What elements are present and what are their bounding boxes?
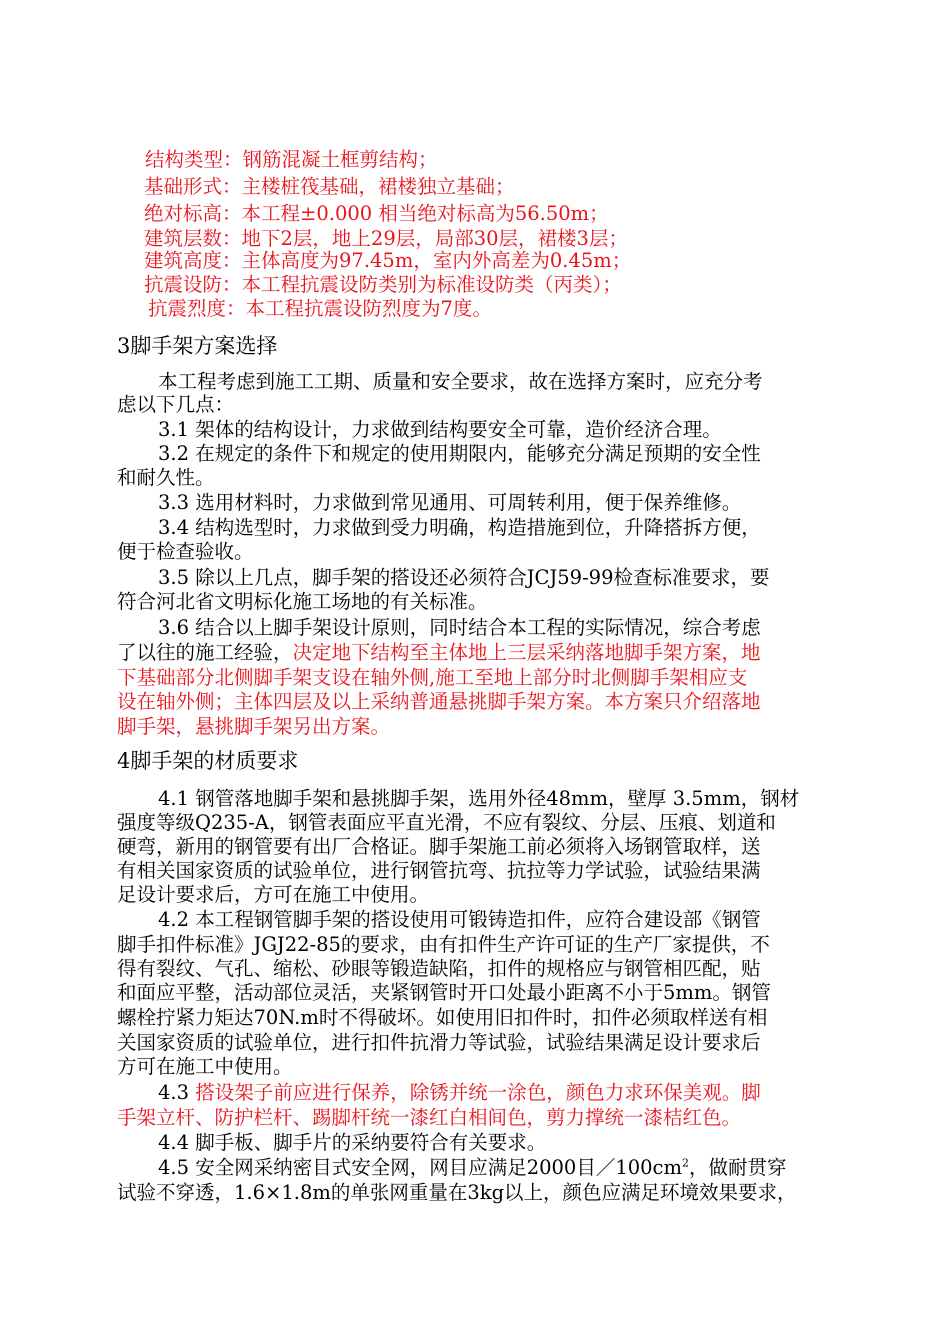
section3-heading: 3脚手架方案选择	[117, 334, 278, 358]
info-floors: 建筑层数：地下2层，地上29层，局部30层，裙楼3层；	[144, 227, 628, 250]
paragraph-3-6-line2-highlight: 决定地下结构至主体地上三层采纳落地脚手架方案，地	[292, 641, 761, 664]
paragraph-3-5-line2: 符合河北省文明标化施工场地的有关标准。	[117, 590, 488, 613]
paragraph-4-5-text-b: ，做耐贯穿	[688, 1156, 787, 1179]
paragraph-4-2-line6: 关国家资质的试验单位，进行扣件抗滑力等试验，试验结果满足设计要求后	[117, 1031, 761, 1054]
section3-intro-line2: 虑以下几点：	[117, 393, 235, 416]
paragraph-3-2-line2: 和耐久性。	[117, 466, 215, 489]
paragraph-4-4: 4.4 脚手板、脚手片的采纳要符合有关要求。	[158, 1131, 547, 1154]
paragraph-4-2-line3: 得有裂纹、气孔、缩松、砂眼等锻造缺陷，扣件的规格应与钢管相匹配，贴	[117, 957, 761, 980]
paragraph-4-2-line5: 螺栓拧紧力矩达70N.m时不得破坏。如使用旧扣件时，扣件必须取样送有相	[117, 1006, 768, 1029]
paragraph-3-6-line1: 3.6 结合以上脚手架设计原则，同时结合本工程的实际情况，综合考虑	[158, 616, 761, 639]
paragraph-4-5-line2: 试验不穿透，1.6×1.8m的单张网重量在3kg以上，颜色应满足环境效果要求，	[117, 1181, 797, 1204]
paragraph-4-5-line1	[158, 1155, 786, 1181]
paragraph-4-2-line4: 和面应平整，活动部位灵活，夹紧钢管时开口处最小距离不小于5mm。钢管	[117, 981, 771, 1004]
paragraph-3-6-line5: 脚手架，悬挑脚手架另出方案。	[117, 715, 391, 738]
paragraph-4-5-text-a: 4.5 安全网采纳密目式安全网，网目应满足2000目／100cm	[158, 1156, 682, 1179]
paragraph-3-4-line2: 便于检查验收。	[117, 540, 254, 563]
info-elevation: 绝对标高：本工程±0.000 相当绝对标高为56.50m；	[144, 202, 609, 225]
paragraph-4-1-line2: 强度等级Q235-A，钢管表面应平直光滑，不应有裂纹、分层、压痕、划道和	[117, 811, 776, 834]
info-structure-type: 结构类型：钢筋混凝土框剪结构；	[145, 148, 438, 171]
paragraph-3-6-line4: 设在轴外侧；主体四层及以上采纳普通悬挑脚手架方案。本方案只介绍落地	[117, 690, 761, 713]
section3-intro-line1: 本工程考虑到施工工期、质量和安全要求，故在选择方案时，应充分考	[158, 370, 763, 393]
paragraph-3-6-line2	[117, 640, 761, 666]
paragraph-4-3-highlight: 搭设架子前应进行保养，除锈并统一涂色，颜色力求环保美观。脚	[195, 1081, 761, 1104]
paragraph-3-5-line1: 3.5 除以上几点，脚手架的搭设还必须符合JCJ59-99检查标准要求，要	[158, 566, 770, 589]
info-foundation: 基础形式：主楼桩筏基础，裙楼独立基础；	[144, 175, 515, 198]
paragraph-4-1-line3: 硬弯，新用的钢管要有出厂合格证。脚手架施工前必须将入场钢管取样，送	[117, 835, 761, 858]
info-seismic-intensity: 抗震烈度：本工程抗震设防烈度为7度。	[148, 297, 492, 320]
paragraph-3-6-line2-plain: 了以往的施工经验，	[117, 641, 293, 664]
paragraph-4-2-line1: 4.2 本工程钢管脚手架的搭设使用可锻铸造扣件，应符合建设部《钢管	[158, 908, 761, 931]
paragraph-3-1: 3.1 架体的结构设计，力求做到结构要安全可靠，造价经济合理。	[158, 418, 722, 441]
paragraph-4-1-line5: 足设计要求后，方可在施工中使用。	[117, 883, 430, 906]
info-height: 建筑高度：主体高度为97.45m，室内外高差为0.45m；	[144, 249, 632, 272]
paragraph-4-3-number: 4.3	[158, 1081, 196, 1104]
paragraph-4-3-line2: 手架立杆、防护栏杆、踢脚杆统一漆红白相间色，剪力撑统一漆桔红色。	[117, 1106, 742, 1129]
paragraph-4-2-line2: 脚手扣件标准》JGJ22-85的要求，由有扣件生产许可证的生产厂家提供，不	[117, 933, 770, 956]
paragraph-3-2-line1: 3.2 在规定的条件下和规定的使用期限内，能够充分满足预期的安全性	[158, 442, 761, 465]
paragraph-4-1-line4: 有相关国家资质的试验单位，进行钢管抗弯、抗拉等力学试验，试验结果满	[117, 859, 761, 882]
info-seismic-class: 抗震设防：本工程抗震设防类别为标准设防类（丙类）；	[144, 273, 622, 296]
paragraph-4-1-line1: 4.1 钢管落地脚手架和悬挑脚手架，选用外径48mm，壁厚 3.5mm，钢材	[158, 787, 800, 810]
section4-heading: 4脚手架的材质要求	[117, 749, 299, 773]
paragraph-4-2-line7: 方可在施工中使用。	[117, 1055, 293, 1078]
paragraph-3-6-line3: 下基础部分北侧脚手架支设在轴外侧,施工至地上部分时北侧脚手架相应支	[117, 666, 748, 689]
paragraph-3-3: 3.3 选用材料时，力求做到常见通用、可周转利用，便于保养维修。	[158, 491, 742, 514]
superscript-2: 2	[681, 1156, 689, 1170]
paragraph-3-4-line1: 3.4 结构选型时，力求做到受力明确，构造措施到位，升降搭拆方便，	[158, 516, 761, 539]
paragraph-4-3-line1	[158, 1080, 761, 1106]
